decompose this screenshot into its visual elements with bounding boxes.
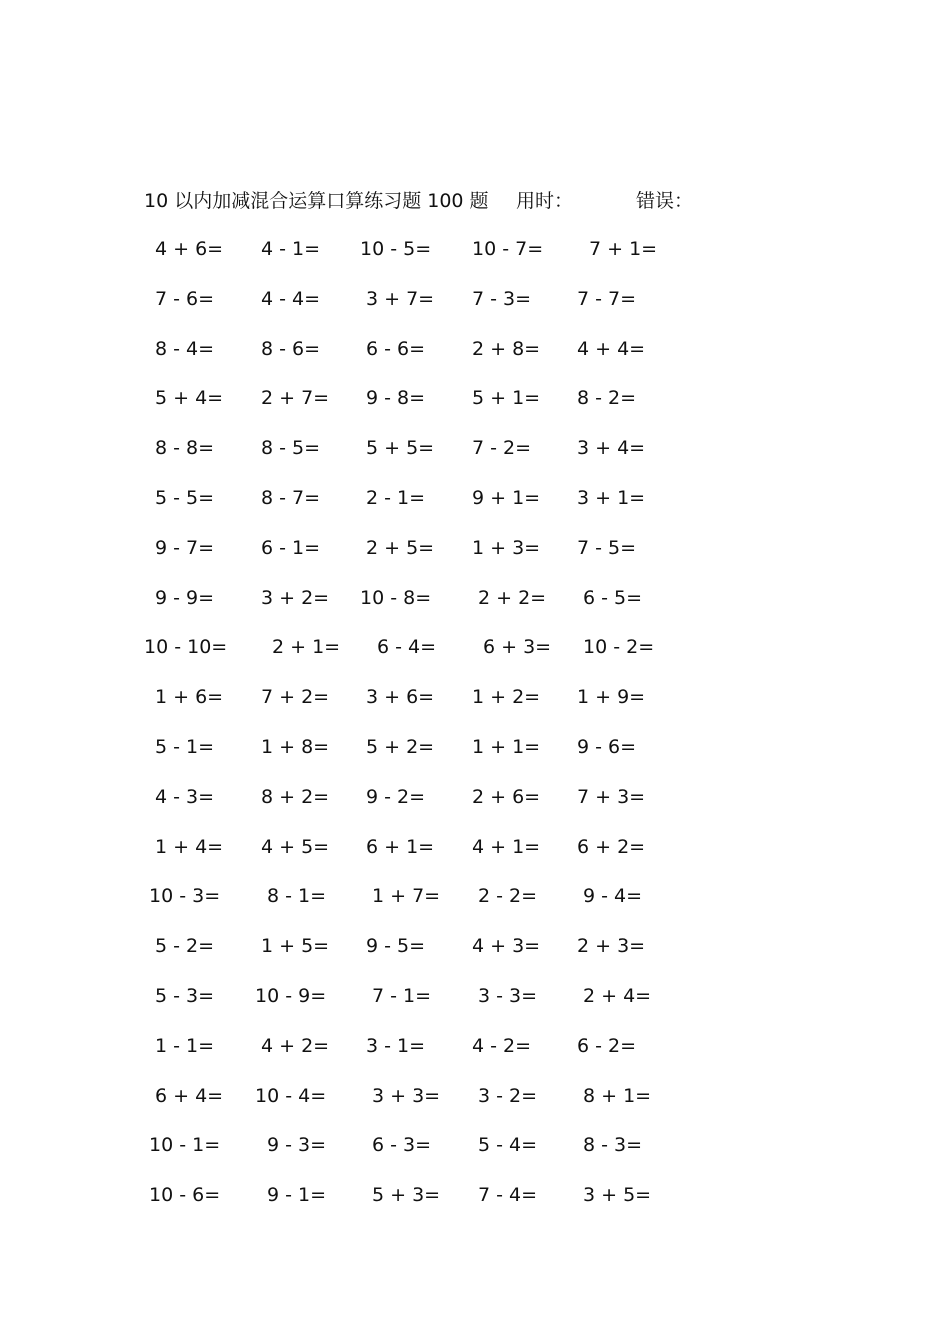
math-problem: 3 - 2= [478,1084,538,1107]
math-problem: 2 + 5= [366,536,435,559]
worksheet-header [144,186,844,216]
math-problem: 3 + 4= [577,437,646,460]
problem-row [0,632,950,682]
problem-row [0,1031,950,1081]
math-problem: 5 + 5= [366,437,435,460]
math-problem: 4 + 4= [577,337,646,360]
math-problem: 5 - 1= [155,735,215,758]
math-problem: 8 - 8= [155,437,215,460]
math-problem: 6 - 4= [377,636,437,659]
math-problem: 10 - 7= [472,238,544,260]
math-problem: 10 - 8= [360,586,432,609]
math-problem: 7 - 5= [577,536,637,559]
problem-row [0,483,950,533]
math-problem: 2 + 3= [577,935,646,958]
math-problem: 8 + 1= [583,1084,652,1107]
math-problem: 4 + 3= [472,935,541,958]
problem-row [0,981,950,1031]
math-problem: 7 - 3= [472,287,532,310]
problem-row [0,284,950,334]
math-problem: 9 - 7= [155,536,215,559]
problem-row [0,732,950,782]
math-problem: 1 + 7= [372,885,441,908]
math-problem: 1 - 1= [155,1034,215,1057]
math-problem: 7 + 2= [261,686,330,709]
math-problem: 6 - 5= [583,586,643,609]
problem-row [0,334,950,384]
problem-grid [0,234,950,1230]
math-problem: 7 + 1= [589,238,658,260]
math-problem: 5 + 4= [155,387,224,410]
math-problem: 2 + 8= [472,337,541,360]
math-problem: 8 - 3= [583,1134,643,1157]
math-problem: 2 - 1= [366,486,426,509]
math-problem: 6 + 3= [483,636,552,659]
problem-row [0,383,950,433]
math-problem: 10 - 4= [255,1084,327,1107]
math-problem: 5 - 3= [155,984,215,1007]
math-problem: 7 - 4= [478,1184,538,1207]
math-problem: 6 + 2= [577,835,646,858]
math-problem: 2 - 2= [478,885,538,908]
math-problem: 9 - 1= [267,1184,327,1207]
math-problem: 5 + 2= [366,735,435,758]
math-problem: 8 - 2= [577,387,637,410]
problem-row [0,533,950,583]
math-problem: 9 - 2= [366,785,426,808]
problem-row [0,583,950,633]
math-problem: 1 + 2= [472,686,541,709]
problem-row [0,1180,950,1230]
math-problem: 3 - 3= [478,984,538,1007]
math-problem: 1 + 6= [155,686,224,709]
math-problem: 10 - 10= [144,636,228,659]
problem-row [0,1130,950,1180]
problem-row [0,433,950,483]
math-problem: 8 - 5= [261,437,321,460]
math-problem: 6 + 1= [366,835,435,858]
math-problem: 3 + 6= [366,686,435,709]
math-problem: 4 + 5= [261,835,330,858]
math-problem: 4 + 2= [261,1034,330,1057]
math-problem: 9 - 9= [155,586,215,609]
math-problem: 1 + 5= [261,935,330,958]
math-problem: 3 + 3= [372,1084,441,1107]
math-problem: 6 - 6= [366,337,426,360]
math-problem: 6 + 4= [155,1084,224,1107]
math-problem: 5 - 2= [155,935,215,958]
problem-row [0,682,950,732]
math-problem: 9 - 8= [366,387,426,410]
math-problem: 6 - 3= [372,1134,432,1157]
math-problem: 10 - 5= [360,238,432,260]
math-problem: 3 + 1= [577,486,646,509]
math-problem: 9 + 1= [472,486,541,509]
math-problem: 4 + 1= [472,835,541,858]
math-problem: 1 + 4= [155,835,224,858]
math-problem: 3 + 2= [261,586,330,609]
math-problem: 7 - 6= [155,287,215,310]
math-problem: 7 + 3= [577,785,646,808]
problem-row [0,881,950,931]
math-problem: 2 + 4= [583,984,652,1007]
math-problem: 5 - 5= [155,486,215,509]
math-problem: 10 - 9= [255,984,327,1007]
math-problem: 10 - 2= [583,636,655,659]
worksheet-title: 10 以内加减混合运算口算练习题 100 题 [144,190,489,212]
math-problem: 1 + 1= [472,735,541,758]
math-problem: 5 - 4= [478,1134,538,1157]
math-problem: 2 + 6= [472,785,541,808]
math-problem: 8 - 1= [267,885,327,908]
math-problem: 3 - 1= [366,1034,426,1057]
math-problem: 6 - 1= [261,536,321,559]
math-problem: 2 + 1= [272,636,341,659]
error-label: 错误： [636,190,694,212]
problem-row [0,782,950,832]
math-problem: 1 + 9= [577,686,646,709]
problem-row [0,1081,950,1131]
problem-row [0,234,950,284]
math-problem: 5 + 1= [472,387,541,410]
math-problem: 9 - 6= [577,735,637,758]
math-problem: 10 - 6= [149,1184,221,1207]
math-problem: 4 - 1= [261,238,321,260]
math-problem: 7 - 7= [577,287,637,310]
math-problem: 1 + 3= [472,536,541,559]
math-problem: 6 - 2= [577,1034,637,1057]
math-problem: 1 + 8= [261,735,330,758]
math-problem: 3 + 7= [366,287,435,310]
math-problem: 7 - 2= [472,437,532,460]
problem-row [0,931,950,981]
math-problem: 8 - 4= [155,337,215,360]
math-problem: 4 + 6= [155,238,224,260]
math-problem: 4 - 4= [261,287,321,310]
math-problem: 10 - 1= [149,1134,221,1157]
math-problem: 8 - 6= [261,337,321,360]
math-problem: 9 - 3= [267,1134,327,1157]
math-problem: 2 + 7= [261,387,330,410]
math-problem: 10 - 3= [149,885,221,908]
problem-row [0,832,950,882]
math-problem: 7 - 1= [372,984,432,1007]
math-problem: 4 - 3= [155,785,215,808]
math-problem: 2 + 2= [478,586,547,609]
math-problem: 3 + 5= [583,1184,652,1207]
math-problem: 9 - 4= [583,885,643,908]
math-problem: 8 + 2= [261,785,330,808]
math-problem: 5 + 3= [372,1184,441,1207]
math-problem: 4 - 2= [472,1034,532,1057]
time-label: 用时： [516,190,574,212]
math-problem: 9 - 5= [366,935,426,958]
math-problem: 8 - 7= [261,486,321,509]
